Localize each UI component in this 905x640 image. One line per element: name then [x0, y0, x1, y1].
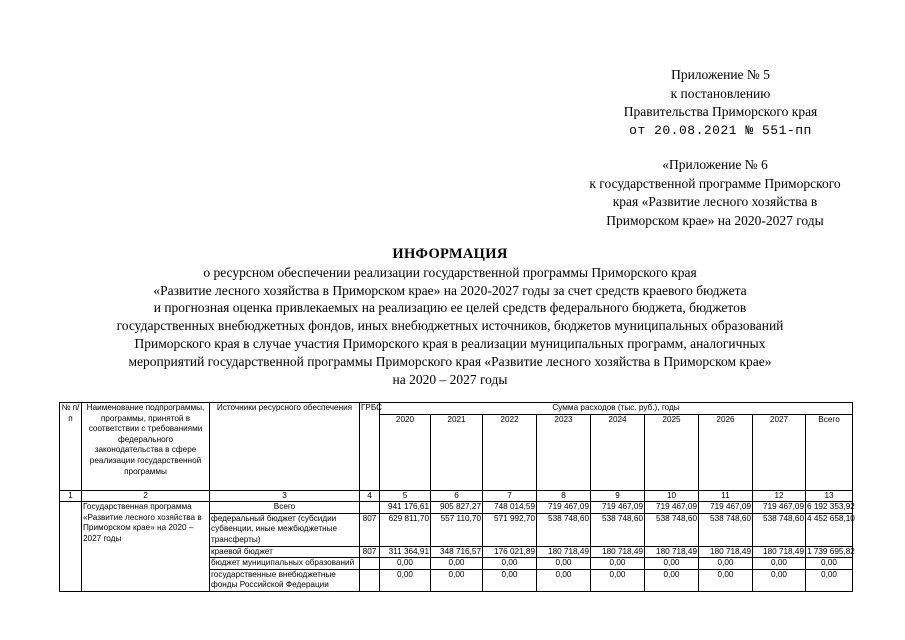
title-line: на 2020 – 2027 годы — [392, 371, 508, 387]
column-index: 9 — [591, 490, 645, 502]
column-index: 4 — [360, 490, 380, 502]
header-year: 2024 — [591, 414, 645, 490]
value-cell: 0,00 — [699, 558, 753, 570]
attachment-header — [578, 66, 863, 140]
attachment-line: Приморском крае» на 2020-2027 годы — [606, 212, 824, 228]
value-cell: 180 718,49 — [591, 546, 645, 558]
value-cell: 180 718,49 — [537, 546, 591, 558]
attachment-line: края «Развитие лесного хозяйства в — [612, 194, 818, 209]
title-line: «Развитие лесного хозяйства в Приморском крае» на 2020-2027 годы за счет средств краевого бюджета — [153, 282, 747, 298]
value-cell: 538 748,60 — [645, 513, 699, 546]
resolution-number: от 20.08.2021 № 551-пп — [629, 122, 812, 138]
value-cell: 0,00 — [645, 569, 699, 591]
column-index-row — [60, 490, 853, 502]
column-index: 7 — [483, 490, 537, 502]
column-index: 6 — [431, 490, 483, 502]
value-cell: 719 467,09 — [699, 502, 753, 514]
grbs-code — [360, 502, 380, 514]
grbs-code: 807 — [360, 546, 380, 558]
value-cell: 176 021,89 — [483, 546, 537, 558]
grbs-code — [360, 569, 380, 591]
value-cell: 0,00 — [591, 569, 645, 591]
title-line: о ресурсном обеспечении реализации государственной программы Приморского края — [203, 264, 697, 280]
value-cell: 748 014,59 — [483, 502, 537, 514]
table-row — [60, 502, 853, 514]
column-index: 10 — [645, 490, 699, 502]
value-cell: 0,00 — [483, 558, 537, 570]
total-cell: 6 192 353,92 — [806, 502, 853, 514]
value-cell: 905 827,27 — [431, 502, 483, 514]
title-line: Приморского края в случае участия Приморского края в реализации муниципальных программ, аналогичных — [134, 335, 766, 351]
column-index: 2 — [82, 490, 210, 502]
total-cell: 4 452 658,10 — [806, 513, 853, 546]
column-index: 8 — [537, 490, 591, 502]
column-index: 1 — [60, 490, 82, 502]
source-name: федеральный бюджет (субсидии субвенции, иные межбюджетные трансферты) — [210, 513, 360, 546]
header-year: 2025 — [645, 414, 699, 490]
header-sum: Сумма расходов (тыс. руб.), годы — [380, 403, 853, 415]
value-cell: 0,00 — [537, 558, 591, 570]
value-cell: 571 992,70 — [483, 513, 537, 546]
grbs-code: 807 — [360, 513, 380, 546]
row-number — [60, 502, 82, 592]
value-cell: 719 467,09 — [537, 502, 591, 514]
value-cell: 0,00 — [483, 569, 537, 591]
header-year: 2021 — [431, 414, 483, 490]
value-cell: 0,00 — [591, 558, 645, 570]
attachment-line: к государственной программе Приморского — [589, 175, 841, 191]
value-cell: 311 364,91 — [380, 546, 431, 558]
value-cell: 719 467,09 — [753, 502, 806, 514]
value-cell: 180 718,49 — [753, 546, 806, 558]
attachment-line: к постановлению — [670, 85, 771, 101]
value-cell: 538 748,60 — [699, 513, 753, 546]
attachment-line: «Приложение № 6 — [662, 157, 768, 172]
title-line: мероприятий государственной программы Приморского края «Развитие лесного хозяйства в Приморском крае» — [128, 353, 772, 369]
total-cell: 1 739 695,82 — [806, 546, 853, 558]
column-index: 12 — [753, 490, 806, 502]
header-name: Наименование подпрограммы, программы, принятой в соответствии с требованиями федерального законодательства в сфере реализации государственной программы — [82, 403, 210, 491]
column-index: 5 — [380, 490, 431, 502]
value-cell: 180 718,49 — [645, 546, 699, 558]
attachment-line: Правительства Приморского края — [623, 104, 818, 119]
value-cell: 0,00 — [431, 569, 483, 591]
header-total: Всего — [806, 414, 853, 490]
value-cell: 629 811,70 — [380, 513, 431, 546]
value-cell: 348 716,57 — [431, 546, 483, 558]
header-year: 2026 — [699, 414, 753, 490]
total-cell: 0,00 — [806, 569, 853, 591]
column-index: 11 — [699, 490, 753, 502]
resources-table — [59, 402, 853, 592]
value-cell: 538 748,60 — [537, 513, 591, 546]
value-cell: 0,00 — [753, 569, 806, 591]
program-name: Государственная программа «Развитие лесного хозяйства в Приморском крае» на 2020 – 2027 годы — [82, 502, 210, 592]
value-cell: 538 748,60 — [591, 513, 645, 546]
title-line: государственных внебюджетных фондов, иных внебюджетных источников, бюджетов муниципальных образований — [116, 318, 784, 334]
value-cell: 0,00 — [380, 558, 431, 570]
header-grbs: ГРБС — [360, 403, 380, 491]
value-cell: 0,00 — [645, 558, 699, 570]
source-name: Всего — [210, 502, 360, 514]
program-attachment-header — [560, 156, 870, 230]
value-cell: 0,00 — [431, 558, 483, 570]
grbs-code — [360, 558, 380, 570]
value-cell: 557 110,70 — [431, 513, 483, 546]
source-name: государственные внебюджетные фонды Российской Федерации — [210, 569, 360, 591]
title-line: и прогнозная оценка привлекаемых на реализацию ее целей средств федерального бюджета, бюджетов — [153, 300, 747, 316]
value-cell: 719 467,09 — [591, 502, 645, 514]
document-title — [40, 246, 860, 388]
attachment-line: Приложение № 5 — [671, 67, 770, 82]
value-cell: 941 176,61 — [380, 502, 431, 514]
value-cell: 538 748,60 — [753, 513, 806, 546]
value-cell: 0,00 — [753, 558, 806, 570]
column-index: 3 — [210, 490, 360, 502]
header-source: Источники ресурсного обеспечения — [210, 403, 360, 491]
value-cell: 180 718,49 — [699, 546, 753, 558]
source-name: краевой бюджет — [210, 546, 360, 558]
total-cell: 0,00 — [806, 558, 853, 570]
header-no: № п/п — [60, 403, 82, 491]
header-year: 2022 — [483, 414, 537, 490]
column-index: 13 — [806, 490, 853, 502]
value-cell: 0,00 — [699, 569, 753, 591]
source-name: бюджет муниципальных образований — [210, 558, 360, 570]
title-heading: ИНФОРМАЦИЯ — [392, 246, 508, 262]
header-year: 2027 — [753, 414, 806, 490]
value-cell: 719 467,09 — [645, 502, 699, 514]
value-cell: 0,00 — [380, 569, 431, 591]
header-year: 2020 — [380, 414, 431, 490]
header-year: 2023 — [537, 414, 591, 490]
value-cell: 0,00 — [537, 569, 591, 591]
